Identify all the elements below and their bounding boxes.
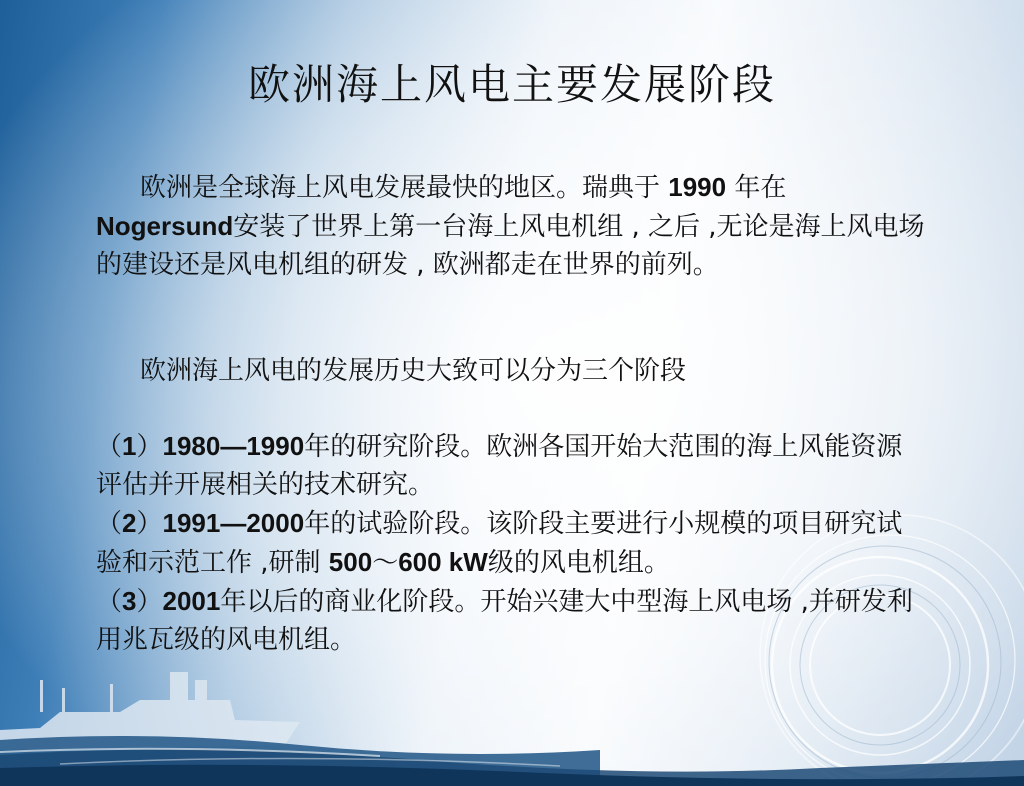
slide-title: 欧洲海上风电主要发展阶段 bbox=[247, 60, 776, 109]
intro-paragraph: 欧洲是全球海上风电发展最快的地区。瑞典于 1990 年在 Nogersund安装了世界上第一台海上风电机组 , 之后 ,无论是海上风电场的建设还是风电机组的研发 , 欧洲都走在世界的前列。 bbox=[96, 172, 925, 280]
stage-list bbox=[96, 427, 926, 659]
water-waves-decoration bbox=[0, 736, 1024, 786]
stage-item-3: （3）2001年以后的商业化阶段。开始兴建大中型海上风电场 ,并研发利用兆瓦级的风电机组。 bbox=[96, 586, 913, 655]
stage-item-2: （2）1991—2000年的试验阶段。该阶段主要进行小规模的项目研究试验和示范工作 ,研制 500～600 kW级的风电机组。 bbox=[96, 508, 903, 578]
stages-summary: 欧洲海上风电的发展历史大致可以分为三个阶段 bbox=[140, 356, 687, 386]
stage-item-1: （1）1980—1990年的研究阶段。欧洲各国开始大范围的海上风能资源评估并开展相关的技术研究。 bbox=[96, 431, 903, 500]
